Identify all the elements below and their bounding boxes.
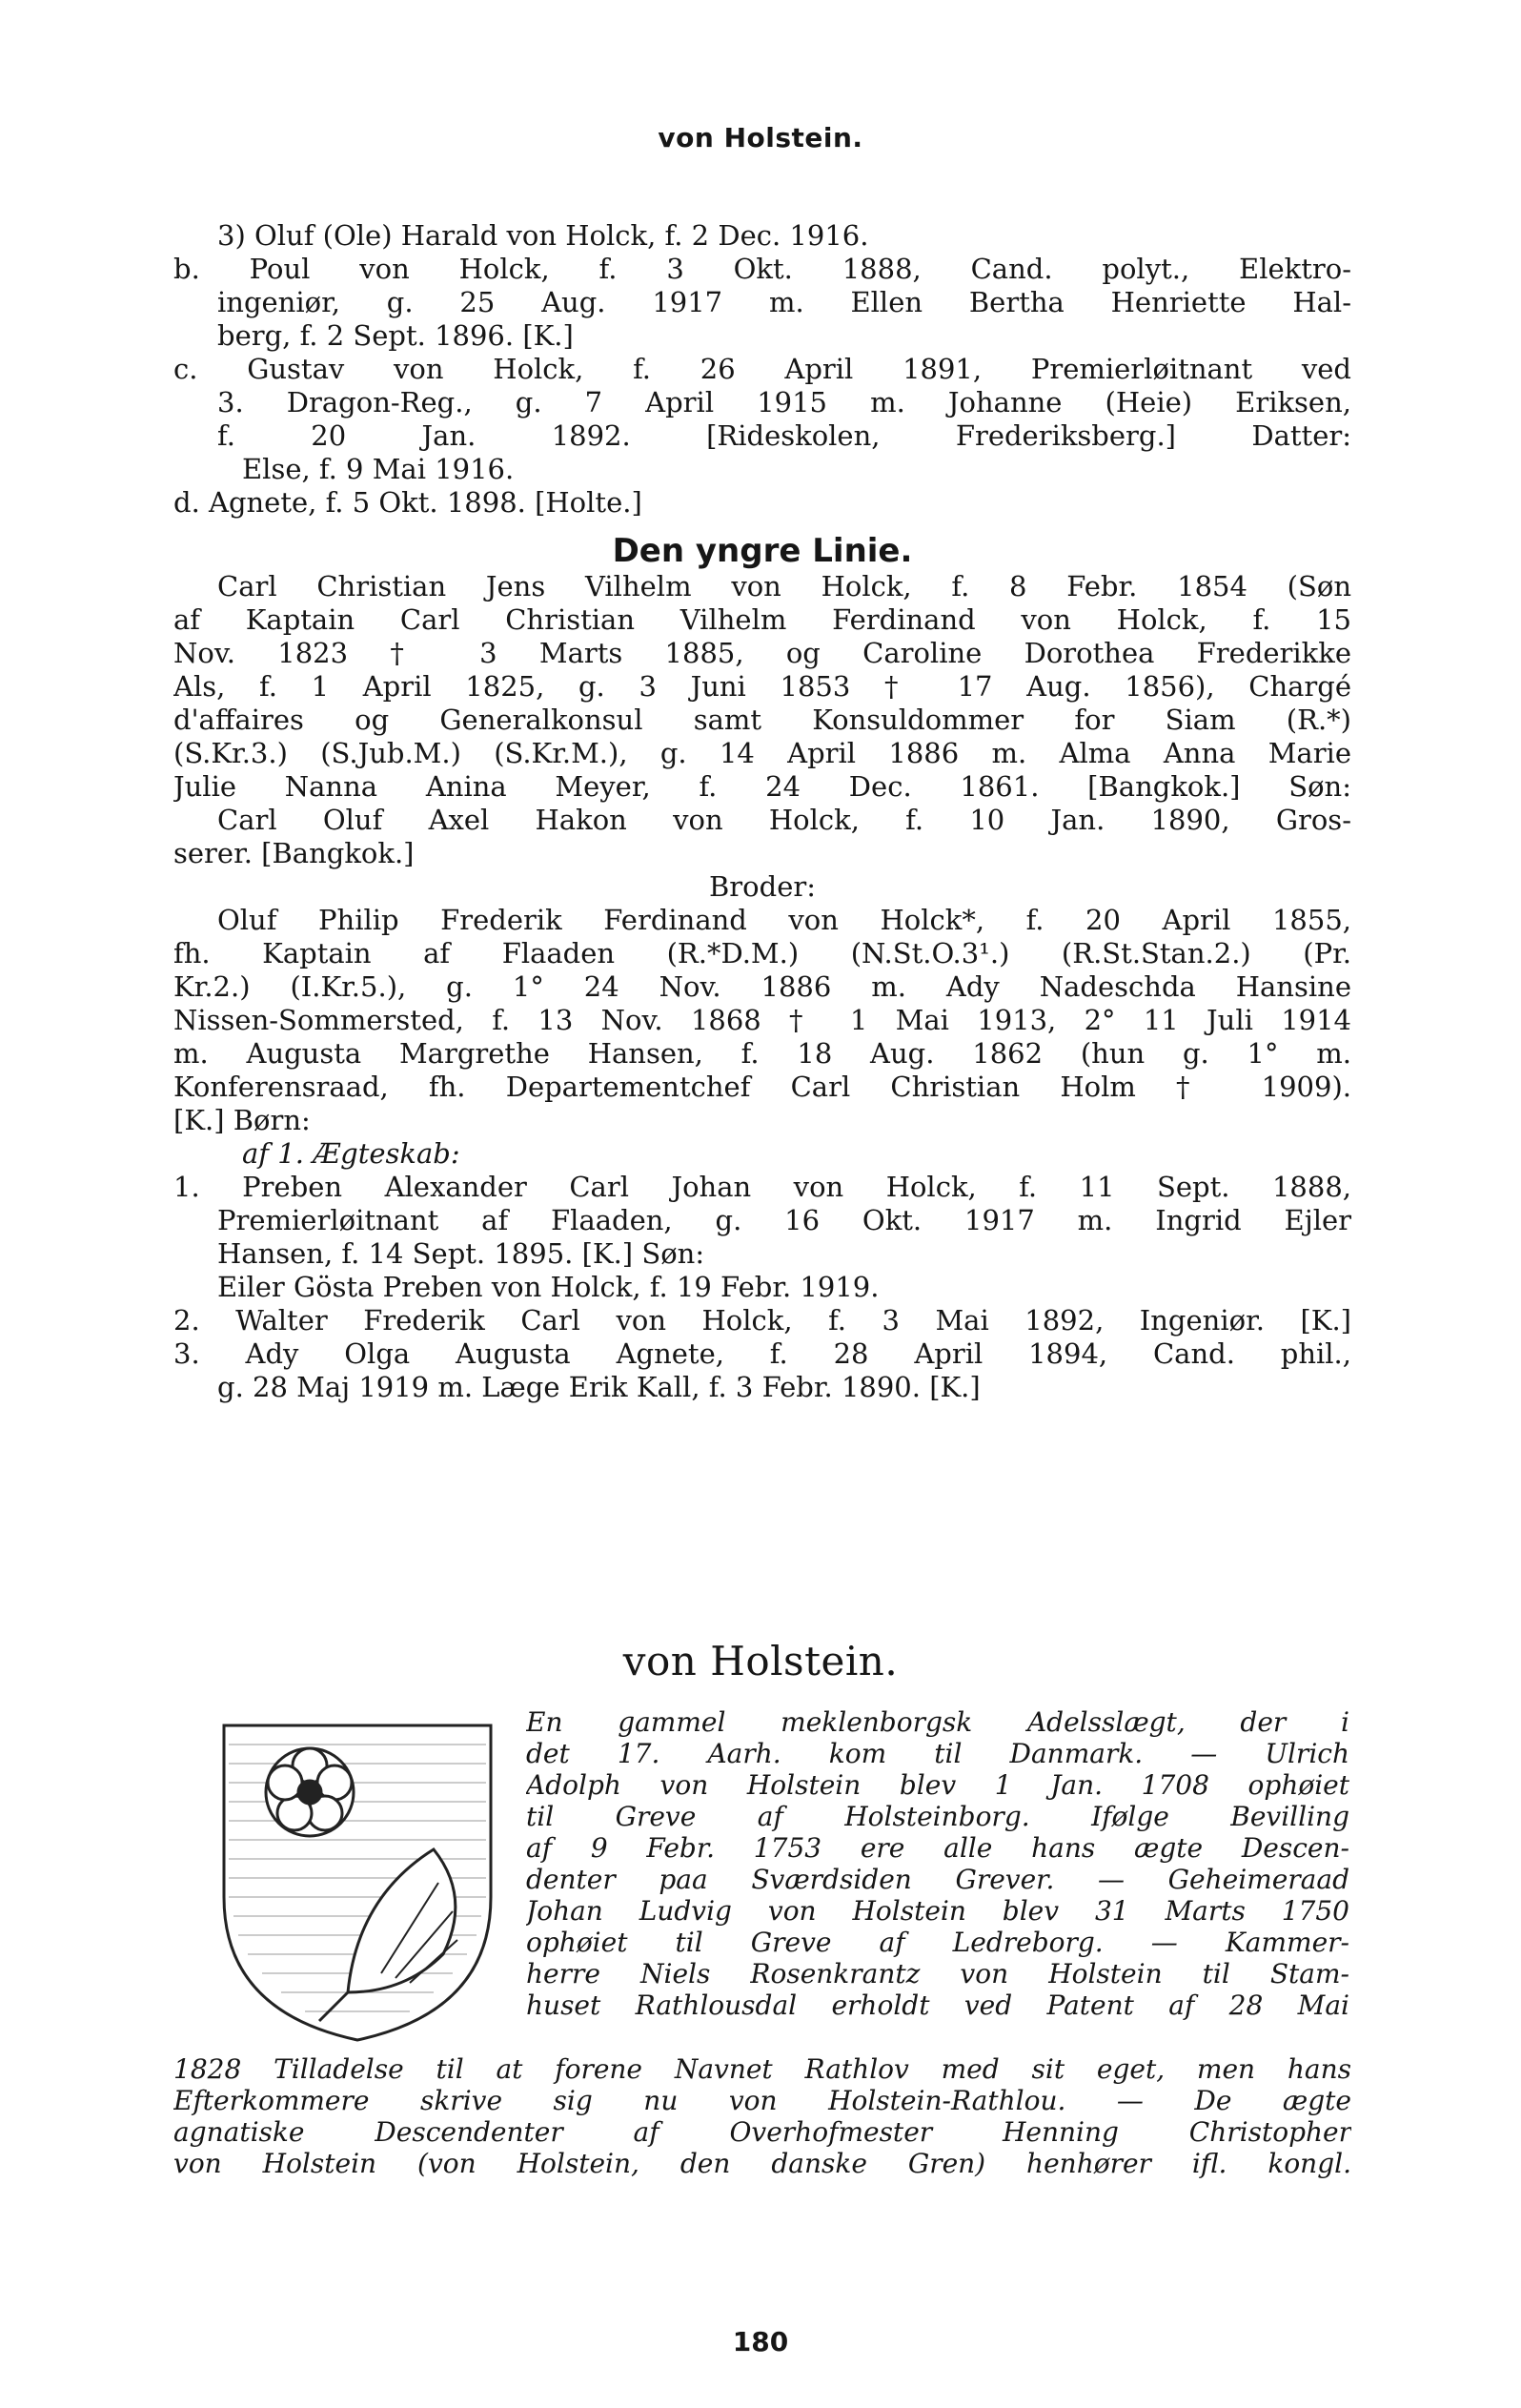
younger-line-entry: [173, 570, 1351, 870]
text-line: Hansen, f. 14 Sept. 1895. [K.] Søn:: [217, 1237, 705, 1270]
text-line: Else, f. 9 Mai 1916.: [242, 453, 515, 485]
section-heading: Den yngre Linie.: [612, 532, 913, 570]
description-line: denter paa Sværdsiden Grever. — Geheimeraad: [526, 1864, 1349, 1895]
description-line: huset Rathlousdal erholdt ved Patent af 28 Mai: [526, 1990, 1349, 2021]
description-line: af 9 Febr. 1753 ere alle hans ægte Descen-: [526, 1832, 1349, 1864]
text-line: 3) Oluf (Ole) Harald von Holck, f. 2 Dec. 1916.: [217, 219, 869, 252]
text-line: m. Augusta Margrethe Hansen, f. 18 Aug. 1862 (hun g. 1° m.: [173, 1037, 1351, 1070]
text-line: f. 20 Jan. 1892. [Rideskolen, Frederiksberg.] Datter:: [217, 419, 1351, 452]
genealogy-text: [173, 219, 1351, 1404]
text-line: fh. Kaptain af Flaaden (R.*D.M.) (N.St.O.3¹.) (R.St.Stan.2.) (Pr.: [173, 937, 1351, 969]
text-line: af 1. Ægteskab:: [242, 1137, 460, 1170]
description-line: En gammel meklenborgsk Adelsslægt, der i: [526, 1706, 1349, 1738]
text-line: c. Gustav von Holck, f. 26 April 1891, Premierløitnant ved: [173, 353, 1351, 385]
text-line: Carl Christian Jens Vilhelm von Holck, f. 8 Febr. 1854 (Søn: [217, 570, 1351, 602]
description-line: det 17. Aarh. kom til Danmark. — Ulrich: [526, 1738, 1349, 1769]
upper-entries: [173, 219, 1351, 520]
rose-icon: [266, 1748, 354, 1836]
description-line: agnatiske Descendenter af Overhofmester Henning Christopher: [173, 2116, 1351, 2148]
text-line: Nissen-Sommersted, f. 13 Nov. 1868 † 1 Mai 1913, 2° 11 Juli 1914: [173, 1004, 1351, 1036]
description-line: herre Niels Rosenkrantz von Holstein til Stam-: [526, 1958, 1349, 1990]
family-description: [526, 1706, 1349, 2021]
text-line: af Kaptain Carl Christian Vilhelm Ferdinand von Holck, f. 15: [173, 603, 1351, 636]
text-line: ingeniør, g. 25 Aug. 1917 m. Ellen Bertha Henriette Hal-: [217, 286, 1351, 318]
text-line: berg, f. 2 Sept. 1896. [K.]: [217, 319, 574, 352]
brother-heading: Broder:: [709, 870, 816, 903]
text-line: b. Poul von Holck, f. 3 Okt. 1888, Cand. polyt., Elektro-: [173, 253, 1351, 285]
text-line: [K.] Børn:: [173, 1104, 311, 1136]
description-line: til Greve af Holsteinborg. Ifølge Bevilling: [526, 1801, 1349, 1832]
family-description-continued: [173, 2053, 1351, 2179]
brother-entry: [173, 904, 1351, 1404]
text-line: Kr.2.) (I.Kr.5.), g. 1° 24 Nov. 1886 m. Ady Nadeschda Hansine: [173, 970, 1351, 1003]
description-line: von Holstein (von Holstein, den danske Gren) henhører ifl. kongl.: [173, 2148, 1351, 2179]
text-line: (S.Kr.3.) (S.Jub.M.) (S.Kr.M.), g. 14 April 1886 m. Alma Anna Marie: [173, 737, 1351, 769]
page-number: 180: [732, 2326, 789, 2357]
text-line: serer. [Bangkok.]: [173, 837, 415, 869]
text-line: Julie Nanna Anina Meyer, f. 24 Dec. 1861. [Bangkok.] Søn:: [173, 770, 1351, 803]
description-line: Johan Ludvig von Holstein blev 31 Marts 1750: [526, 1895, 1349, 1927]
text-line: 3. Dragon-Reg., g. 7 April 1915 m. Johanne (Heie) Eriksen,: [217, 386, 1351, 418]
text-line: d. Agnete, f. 5 Okt. 1898. [Holte.]: [173, 486, 642, 519]
text-line: g. 28 Maj 1919 m. Læge Erik Kall, f. 3 Febr. 1890. [K.]: [217, 1371, 981, 1403]
text-line: Carl Oluf Axel Hakon von Holck, f. 10 Jan. 1890, Gros-: [217, 804, 1351, 836]
text-line: 1. Preben Alexander Carl Johan von Holck, f. 11 Sept. 1888,: [173, 1171, 1351, 1203]
text-line: Nov. 1823 † 3 Marts 1885, og Caroline Dorothea Frederikke: [173, 637, 1351, 669]
text-line: Oluf Philip Frederik Ferdinand von Holck*, f. 20 April 1855,: [217, 904, 1351, 936]
description-line: 1828 Tilladelse til at forene Navnet Rathlov med sit eget, men hans: [173, 2053, 1351, 2085]
text-line: d'affaires og Generalkonsul samt Konsuldommer for Siam (R.*): [173, 704, 1351, 736]
description-line: ophøiet til Greve af Ledreborg. — Kammer-: [526, 1927, 1349, 1958]
text-line: Konferensraad, fh. Departementchef Carl Christian Holm † 1909).: [173, 1071, 1351, 1103]
text-line: Als, f. 1 April 1825, g. 3 Juni 1853 † 17 Aug. 1856), Chargé: [173, 670, 1351, 703]
family-title: von Holstein.: [622, 1638, 899, 1684]
running-header: von Holstein.: [658, 122, 863, 153]
text-line: Eiler Gösta Preben von Holck, f. 19 Febr. 1919.: [217, 1271, 880, 1303]
description-line: Adolph von Holstein blev 1 Jan. 1708 ophøiet: [526, 1769, 1349, 1801]
coat-of-arms-icon: [214, 1706, 500, 2050]
description-line: Efterkommere skrive sig nu von Holstein-Rathlou. — De ægte: [173, 2085, 1351, 2116]
text-line: Premierløitnant af Flaaden, g. 16 Okt. 1917 m. Ingrid Ejler: [217, 1204, 1351, 1236]
text-line: 3. Ady Olga Augusta Agnete, f. 28 April 1894, Cand. phil.,: [173, 1337, 1351, 1370]
text-line: 2. Walter Frederik Carl von Holck, f. 3 Mai 1892, Ingeniør. [K.]: [173, 1304, 1351, 1337]
